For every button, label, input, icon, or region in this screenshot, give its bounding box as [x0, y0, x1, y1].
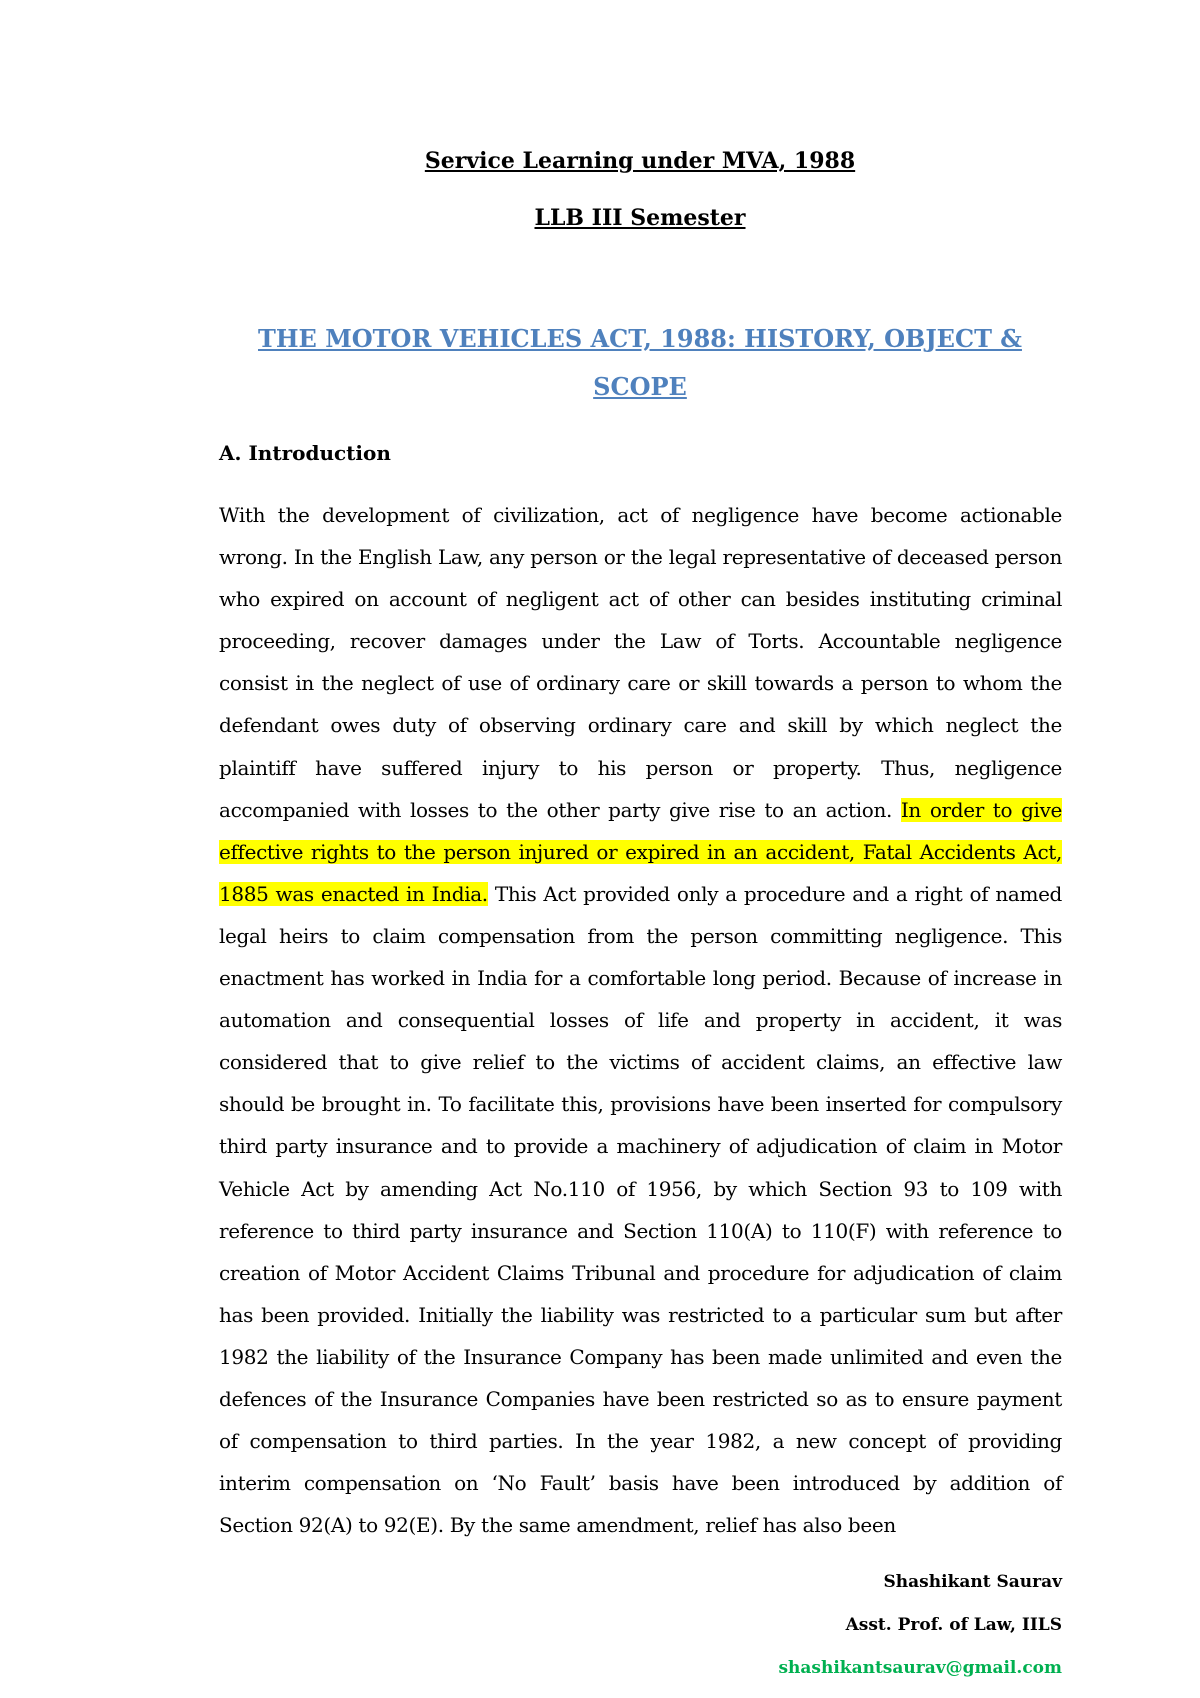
paragraph-text-continued: This Act provided only a procedure and a right of named legal heirs to claim compensation from the person committing negligence. This enactment has worked in India for a comfortable long period. Because of increase in automation and consequential losses of life and property in accident, it was considered that to give relief to the victims of accident claims, an effective law should be brought in. To facilitate this, provisions have been inserted for compulsory third party insurance and to provide a machinery of adjudication of claim in Motor Vehicle Act by amending Act No.110 of 1956, by which Section 93 to 109 with reference to third party insurance and Section 110(A) to 110(F) with reference to creation of Motor Accident Claims Tribunal and procedure for adjudication of claim has been provided. Initially the liability was restricted to a particular sum but after 1982 the liability of the Insurance Company has been made unlimited and even the defences of the Insurance Companies have been restricted so as to ensure payment of compensation to third parties. In the year 1982, a new concept of providing interim compensation on ‘No Fault’ basis have been introduced by addition of Section 92(A) to 92(E). By the same amendment, relief has also been: [219, 881, 1063, 1538]
paragraph-text: With the development of civilization, act of negligence have become actionable wrong. In the English Law, any person or the legal representative of deceased person who expired on account of negligent act of other can besides instituting criminal proceeding, recover damages under the Law of Torts. Accountable negligence consist in the neglect of use of ordinary care or skill towards a person to whom the defendant owes duty of observing ordinary care and skill by which neglect the plaintiff have suffered injury to his person or property. Thus, negligence accompanied with losses to the other party give rise to an action.: [219, 503, 1062, 822]
document-title: Service Learning under MVA, 1988: [424, 148, 856, 174]
chapter-heading-line-2: SCOPE: [593, 372, 687, 401]
document-subtitle: LLB III Semester: [534, 205, 746, 231]
author-email[interactable]: shashikantsaurav@gmail.com: [778, 1658, 1062, 1678]
author-name: Shashikant Saurav: [883, 1572, 1062, 1592]
body-paragraph: [219, 494, 1062, 1546]
highlighted-text: In order to give effective rights to the person injured or expired in an accident, Fatal Accidents Act, 1885 was enacted in India.: [219, 797, 1063, 906]
author-title: Asst. Prof. of Law, IILS: [845, 1615, 1062, 1635]
section-heading: A. Introduction: [219, 441, 391, 465]
chapter-heading-line-1: THE MOTOR VEHICLES ACT, 1988: HISTORY, OBJECT &: [258, 324, 1022, 353]
